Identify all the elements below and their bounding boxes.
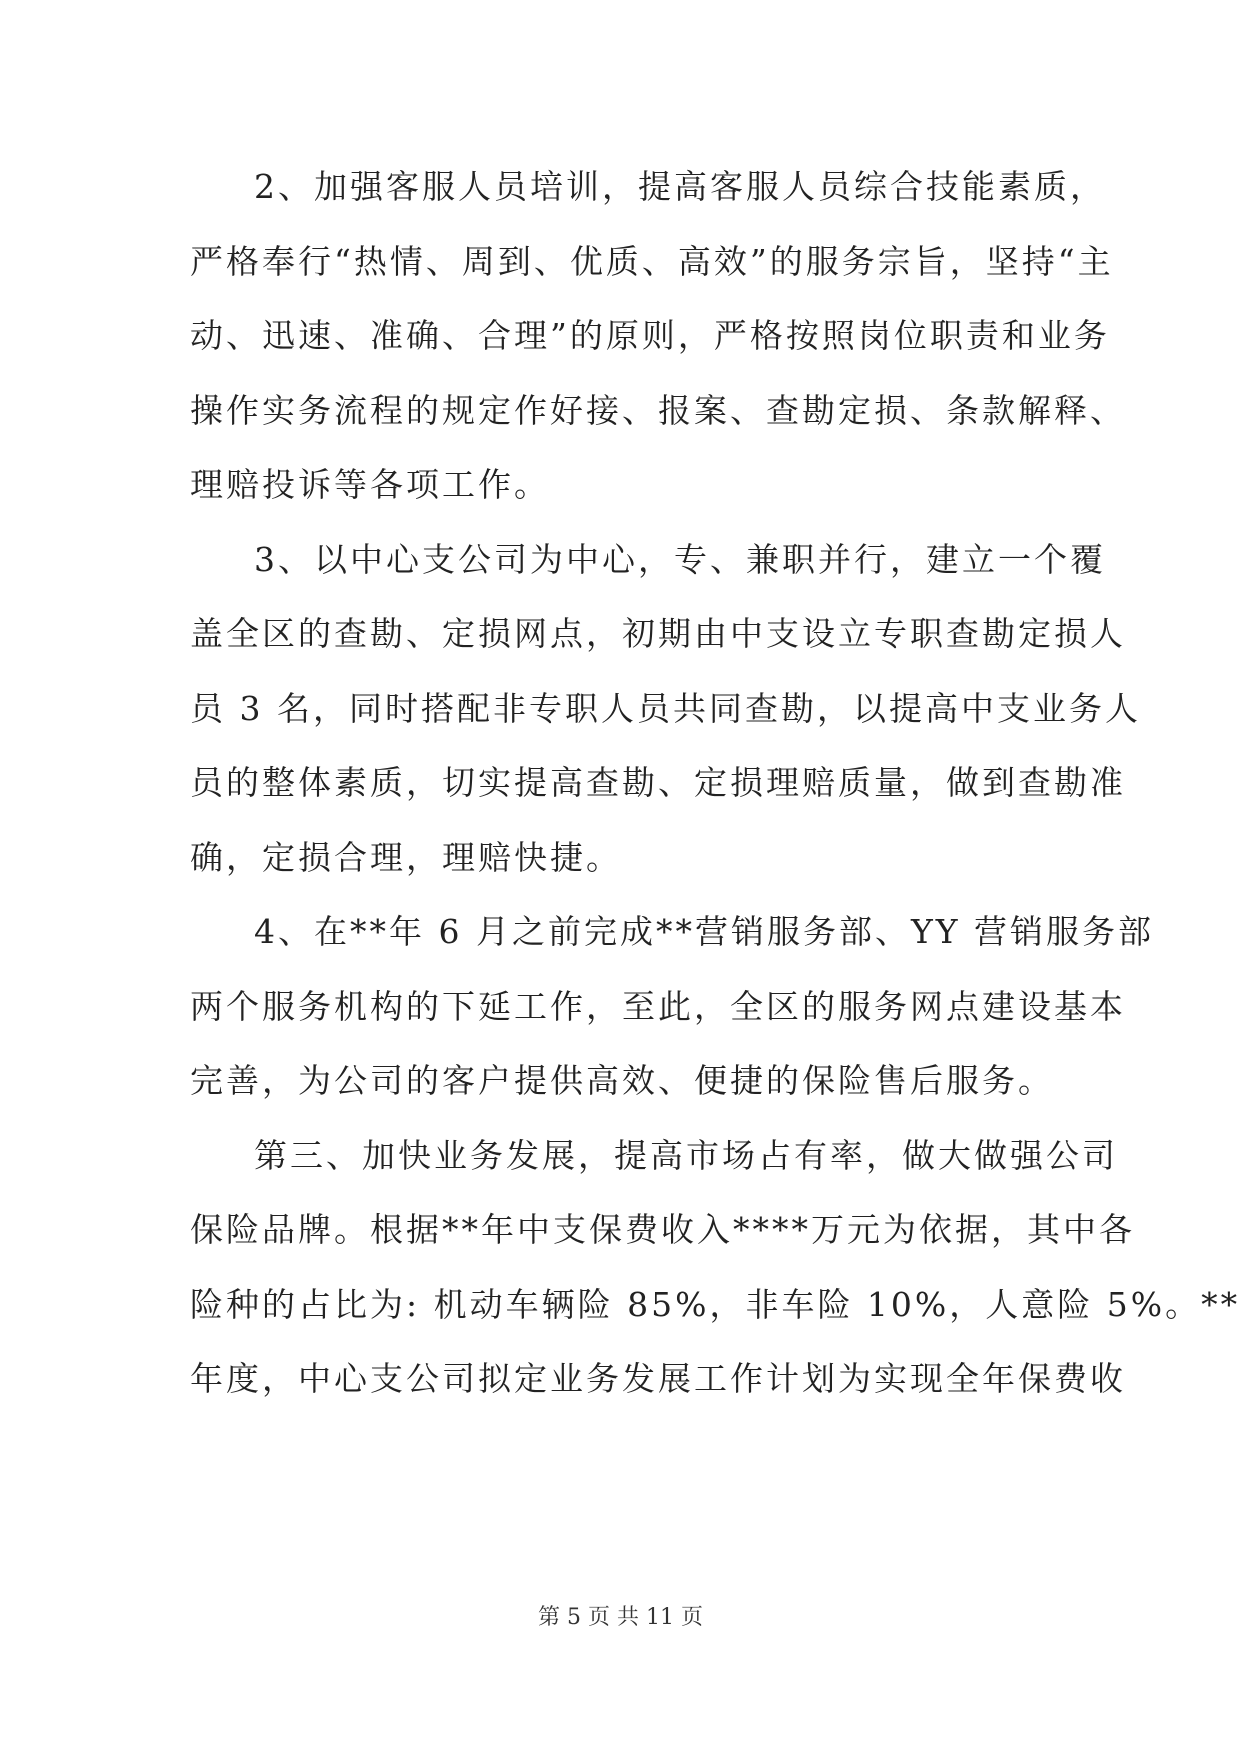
document-body	[190, 150, 1241, 1417]
text-line: 险种的占比为: 机动车辆险 85%，非车险 10%，人意险 5%。**	[190, 1284, 1241, 1324]
paragraph-item-4	[190, 895, 1155, 1119]
paragraph-section-three	[190, 1119, 1241, 1417]
text-line: 员 3 名，同时搭配非专职人员共同查勘，以提高中支业务人	[190, 688, 1141, 728]
text-line: 第三、加快业务发展，提高市场占有率，做大做强公司	[254, 1135, 1118, 1175]
text-line: 动、迅速、准确、合理”的原则，严格按照岗位职责和业务	[190, 316, 1110, 355]
text-line: 3、以中心支公司为中心，专、兼职并行，建立一个覆	[254, 539, 1106, 579]
text-line: 操作实务流程的规定作好接、报案、查勘定损、条款解释、	[190, 390, 1126, 430]
text-line: 两个服务机构的下延工作，至此，全区的服务网点建设基本	[190, 986, 1126, 1026]
text-line: 2、加强客服人员培训，提高客服人员综合技能素质，	[254, 167, 1106, 206]
page-footer	[0, 1600, 1241, 1631]
text-line: 确，定损合理，理赔快捷。	[190, 837, 622, 877]
text-line: 严格奉行“热情、周到、优质、高效”的服务宗旨，坚持“主	[190, 241, 1114, 281]
paragraph-item-3	[190, 523, 1141, 896]
text-line: 盖全区的查勘、定损网点，初期由中支设立专职查勘定损人	[190, 614, 1126, 653]
text-line: 4、在**年 6 月之前完成**营销服务部、YY 营销服务部	[254, 912, 1155, 951]
page-number-label: 第 5 页 共 11 页	[538, 1605, 703, 1630]
text-line: 完善，为公司的客户提供高效、便捷的保险售后服务。	[190, 1061, 1054, 1100]
text-line: 年度，中心支公司拟定业务发展工作计划为实现全年保费收	[190, 1359, 1126, 1398]
text-line: 理赔投诉等各项工作。	[190, 465, 550, 504]
text-line: 员的整体素质，切实提高查勘、定损理赔质量，做到查勘准	[190, 763, 1126, 802]
paragraph-item-2	[190, 150, 1126, 523]
text-line: 保险品牌。根据**年中支保费收入****万元为依据，其中各	[190, 1210, 1135, 1249]
